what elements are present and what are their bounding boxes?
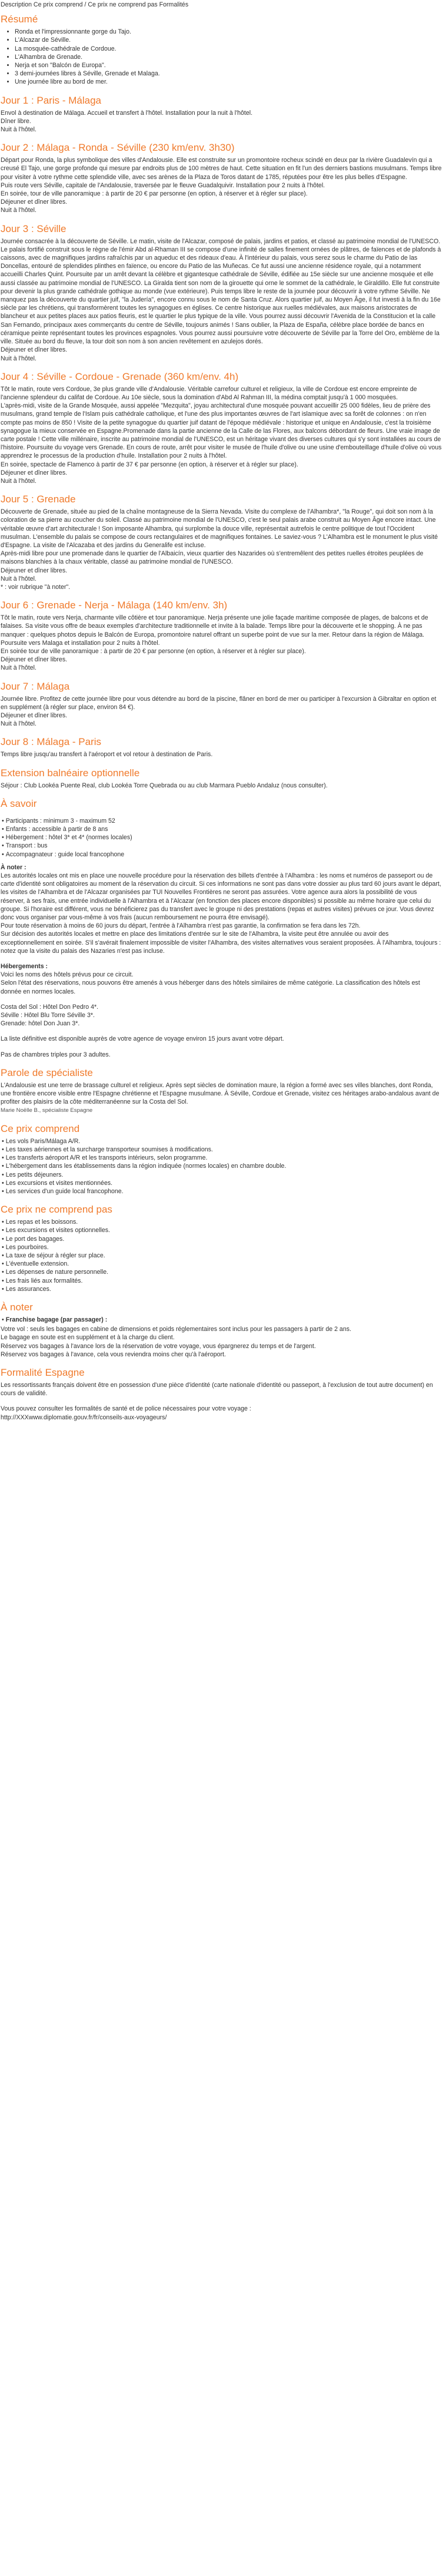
day-3-section: [1, 223, 442, 363]
hebergements-label: Hébergements :: [1, 963, 48, 971]
formalites-paragraph: Vous pouvez consulter les formalités de santé et de police nécessaires pour votre voyage :: [1, 1405, 251, 1413]
hotel-item: Grenade: hôtel Don Juan 3*.: [1, 1020, 80, 1028]
day-paragraph: Nuit à l'hôtel.: [1, 477, 36, 485]
list-item: • Les transferts aéroport A/R et les transports intérieurs, selon programme.: [2, 1154, 442, 1162]
day-paragraph: Nuit à l'hôtel.: [1, 207, 36, 214]
day-paragraph: L'après-midi, visite de la Grande Mosquée, aussi appelée "Mezquita", joyau architectural d'une mosquée pouvant accueillir 25 000 fidèles, lieu de prière des musulmans, grand temple de l'Islam puis cathédrale catholique, et l'une des plus importantes œuvres de l'art islamique avec sa forêt de colonnes : on n'en compte pas moins de 850 ! Visite de la petite synagogue du quartier juif datant de l'époque médiévale : historique et unique en Andalousie, c'est la troisième synagogue la mieux conservée en Espagne.Promenade dans la partie ancienne de la Calle de las Flores, aux balcons débordant de fleurs. Une vraie image de carte postale ! Cette ville millénaire, inscrite au patrimoine mondial de l'UNESCO, est un héritage vivant des diverses cultures qui s'y sont installées au cours de l'histoire. Poursuite du voyage vers Grenade. En cours de route, arrêt pour visiter le musée de l'huile d'olive ou une usine d'embouteillage d'huile d'olive où vous apprendrez le processus de la production d'huile. Installation pour 2 nuits à l'hôtel.: [1, 402, 442, 460]
hebergements-paragraph: Voici les noms des hôtels prévus pour ce circuit.: [1, 971, 134, 979]
prix-ne-comprend-title: Ce prix ne comprend pas: [1, 1204, 112, 1216]
day-paragraph: Poursuite vers Malaga et installation pour 2 nuits à l'hôtel.: [1, 639, 160, 647]
list-item: • Les excursions et visites optionnelles.: [2, 1226, 442, 1234]
day-5-section: [1, 494, 442, 591]
extension-section: [1, 767, 442, 790]
list-item: • Les frais liés aux formalités.: [2, 1277, 442, 1285]
list-item: • Les excursions et visites mentionnées.: [2, 1179, 442, 1187]
day-paragraph: Dîner libre.: [1, 117, 31, 125]
day-paragraph: Déjeuner et dîner libres.: [1, 469, 68, 476]
prix-comprend-list: [1, 1137, 442, 1196]
day-title: Jour 7 : Málaga: [1, 680, 70, 692]
day-paragraph: Tôt le matin, route vers Cordoue, 3e plus grande ville d'Andalousie. Véritable carrefour culturel et religieux, la ville de Cordoue est encore empreinte de l'ancienne splendeur du califat de Cordoue. Au 10e siècle, sous la domination d'Abd Al Rahman III, la médina comptait jusqu'à 1 000 mosquées.: [1, 385, 417, 401]
day-1-section: [1, 95, 442, 134]
list-item: • 3 demi-journées libres à Séville, Grenade et Malaga.: [15, 69, 442, 78]
list-item: • Les services d'un guide local francophone.: [2, 1187, 442, 1196]
day-paragraph: Journée consacrée à la découverte de Séville. Le matin, visite de l'Alcazar, composé de palais, jardins et patios, et classé au patrimoine mondial de l'UNESCO. Le palais fortifié construit sous le règne de l'émir Abd al-Rhaman III se compose d'une infinité de salles finement ornées de plâtres, de faïences et de plafonds à caissons, avec de magnifiques jardins rafraîchis par un aqueduc et des rideaux d'eau. À l'intérieur du palais, vous serez sous le charme du Patio de las Doncellas, entouré de splendides plinthes en faïence, ou encore du Patio de las Muñecas. Ce fut aussi une ancienne résidence royale, qui a notamment accueilli Charles Quint. Poursuite par un arrêt devant la célèbre et gigantesque cathédrale de Séville, édifiée au 15e siècle sur une ancienne mosquée et elle aussi classée au patrimoine mondial de l'UNESCO. La Giralda tient son nom de la girouette qui orne le sommet de la cathédrale, le Giraldillo. Elle fut construite pour devenir la plus grande cathédrale gothique au monde (vue extérieure). Puis temps libre le reste de la journée pour découvrir à votre rythme Séville. Ne manquez pas la découverte du quartier juif, "la Judería", encore connu sous le nom de Santa Cruz. Alors quartier juif, au Moyen Âge, il fut investi à la fin du 16e siècle par les chrétiens, qui transformèrent toutes les synagogues en églises. Ce centre historique aux ruelles médiévales, aux maisons aristocrates de blancheur et aux petites places aux patios fleuris, est le quartier le plus typique de la ville. Vous pourrez aussi découvrir l'Avenida de la Constitucion et la calle San Fernando, principaux axes commerçants du centre de Séville, toujours animés ! Sans oublier, la Plaza de España, célèbre place bordée de bancs en céramique peinte représentant toutes les provinces espagnoles. Vous pourrez aussi poursuivre votre découverte de Séville par la Torre del Oro, emblème de la ville. Située au bord du fleuve, la tour doit son nom à son ancien revêtement en azulejos dorés.: [1, 237, 441, 346]
day-paragraph: Déjeuner et dîner libres.: [1, 712, 68, 719]
a-savoir-list: [1, 817, 442, 859]
a-noter-section: [1, 1302, 442, 1359]
day-paragraph: En soirée, spectacle de Flamenco à partir de 37 € par personne (en option, à réserver et à régler sur place).: [1, 461, 298, 468]
rooms-note: Pas de chambres triples pour 3 adultes.: [1, 1051, 111, 1058]
list-item: • Les pourboires.: [2, 1243, 442, 1251]
list-item: • L'Alhambra de Grenade.: [15, 53, 442, 61]
day-paragraph: Déjeuner et dîner libres.: [1, 198, 68, 206]
a-noter-list: [1, 1316, 442, 1324]
note-paragraph: Les autorités locales ont mis en place une nouvelle procédure pour la réservation des billets d'entrée à l'Alhambra : les noms et numéros de passeport ou de carte d'identité sont obligatoires au moment de la réservation du circuit. Si ces informations ne sont pas dans votre dossier au plus tard 60 jours avant le départ, les visites de l'Alhambra et de l'Alcazar organisées par TUI Nouvelles Frontières ne seront pas assurées. Votre agence aura alors la possibilité de vous réserver, à ses frais, une entrée individuelle à l'Alhambra et à l'Alcazar (en fonction des places encore disponibles) si possible au même horaire que celui du groupe. Si l'horaire est différent, vous ne bénéficierez pas du transfert avec le groupe ni des prestations (repas et autres visites) prévues ce jour. Vous devrez donc vous organiser par vous-même à vos frais (aucun remboursement ne pourra être envisagé).: [1, 872, 441, 922]
list-item: • Nerja et son "Balcón de Europa".: [15, 61, 442, 69]
day-title: Jour 2 : Málaga - Ronda - Séville (230 km/env. 3h30): [1, 142, 235, 154]
a-savoir-section: [1, 798, 442, 1059]
formalites-title: Formalité Espagne: [1, 1366, 85, 1378]
a-noter-paragraph: Votre vol : seuls les bagages en cabine de dimensions et poids réglementaires sont inclus pour les passagers à partir de 2 ans.: [1, 1326, 351, 1333]
list-item: • L'Alcazar de Séville.: [15, 36, 442, 44]
hebergements-paragraph: Selon l'état des réservations, nous pouvons être amenés à vous héberger dans des hôtels similaires de même catégorie. La classification des hôtels est donnée en normes locales.: [1, 979, 420, 995]
a-noter-paragraph: Le bagage en soute est en supplément et à la charge du client.: [1, 1334, 175, 1342]
extension-title: Extension balnéaire optionnelle: [1, 767, 140, 779]
list-item: • La mosquée-cathédrale de Cordoue.: [15, 45, 442, 53]
day-paragraph: Puis route vers Séville, capitale de l'Andalousie, traversée par le fleuve Guadalquivir. Installation pour 2 nuits à l'hôtel.: [1, 181, 325, 189]
hotel-item: Séville : Hôtel Blu Torre Séville 3*.: [1, 1012, 95, 1019]
specialiste-signature: Marie Noëlle B., spécialiste Espagne: [1, 1107, 93, 1114]
hotels-note: La liste définitive est disponible auprès de votre agence de voyage environ 15 jours avant votre départ.: [1, 1035, 284, 1043]
day-paragraph: Temps libre jusqu'au transfert à l'aéroport et vol retour à destination de Paris.: [1, 751, 213, 759]
day-paragraph: * : voir rubrique "à noter".: [1, 583, 71, 591]
day-title: Jour 4 : Séville - Cordoue - Grenade (360 km/env. 4h): [1, 370, 239, 382]
day-2-section: [1, 142, 442, 214]
list-item: • Le port des bagages.: [2, 1235, 442, 1243]
day-paragraph: Déjeuner et dîner libres.: [1, 656, 68, 664]
resume-section: [1, 14, 442, 86]
specialiste-section: [1, 1067, 442, 1115]
day-paragraph: Nuit à l'hôtel.: [1, 575, 36, 582]
prix-ne-comprend-list: [1, 1218, 442, 1293]
list-item: • Participants : minimum 3 - maximum 52: [2, 817, 442, 825]
prix-ne-comprend-section: [1, 1204, 442, 1293]
list-item: • Hébergement : hôtel 3* et 4* (normes locales): [2, 833, 442, 842]
day-7-section: [1, 681, 442, 729]
list-item: • Une journée libre au bord de mer.: [15, 78, 442, 86]
day-paragraph: Nuit à l'hôtel.: [1, 355, 36, 362]
day-paragraph: Tôt le matin, route vers Nerja, charmante ville côtière et tour panoramique. Nerja présente une jolie façade maritime composée de plages, de balcons et de falaises. Sa visite vous offre de beaux exemples d'architecture traditionnelle et invite à la balade. Temps libre pour la découverte et le shopping. À ne pas manquer : quelques photos depuis le Balcón de Europa, promontoire naturel offrant un superbe point de vue sur la mer. Retour dans la région de Málaga.: [1, 614, 428, 638]
a-noter-title: À noter: [1, 1301, 33, 1313]
day-title: Jour 6 : Grenade - Nerja - Málaga (140 km/env. 3h): [1, 600, 228, 611]
day-paragraph: Découverte de Grenade, située au pied de la chaîne montagneuse de la Sierra Nevada. Visite du complexe de l'Alhambra*, "la Rouge", qui doit son nom à la coloration de sa pierre au coucher du soleil. Classé au patrimoine mondial de l'UNESCO, c'est le seul palais arabe construit au Moyen Âge encore intact. Une véritable œuvre d'art architecturale ! Son imposante Alhambra, qui surplombe la douce ville, représentait autrefois le centre politique de tout l'Occident musulman. L'ensemble du palais se compose de cours rectangulaires et de magnifiques fontaines. Le saviez-vous ? L'Alhambra est le monument le plus visité d'Espagne. La visite de l'Alcazaba et des jardins du Generalife est incluse.: [1, 508, 438, 549]
list-item: • Les repas et les boissons.: [2, 1218, 442, 1226]
prix-comprend-title: Ce prix comprend: [1, 1123, 80, 1134]
day-paragraph: Déjeuner et dîner libres.: [1, 567, 68, 574]
hotel-item: Costa del Sol : Hôtel Don Pedro 4*.: [1, 1003, 99, 1011]
day-paragraph: Départ pour Ronda, la plus symbolique des villes d'Andalousie. Elle est construite sur un promontoire rocheux scindé en deux par la rivière Guadalevín qui a creusé El Tajo, une gorge profonde qui mesure par endroits plus de 100 mètres de haut. Cette situation en fit l'un des derniers bastions musulmans. Temps libre pour visiter à votre rythme cette splendide ville, avec ses arènes de la Plaza de Toros datant de 1785, réputées pour être les plus belles d'Espagne.: [1, 157, 442, 181]
day-paragraph: Nuit à l'hôtel.: [1, 720, 36, 728]
day-title: Jour 3 : Séville: [1, 223, 66, 234]
list-item: • Les dépenses de nature personnelle.: [2, 1268, 442, 1276]
list-item: • Les assurances.: [2, 1285, 442, 1293]
a-noter-paragraph: Réservez vos bagages à l'avance, cela vous reviendra moins cher qu'à l'aéroport.: [1, 1350, 226, 1358]
day-paragraph: Nuit à l'hôtel.: [1, 664, 36, 672]
resume-list: [1, 28, 442, 86]
breadcrumb: Description Ce prix comprend / Ce prix ne comprend pas Formalités: [1, 1, 189, 8]
day-8-section: [1, 736, 442, 759]
list-item: • Accompagnateur : guide local francophone: [2, 850, 442, 859]
list-item: • Transport : bus: [2, 842, 442, 850]
note-paragraph: Sur décision des autorités locales et mettre en place des limitations d'entrée sur le site de l'Alhambra, la visite peut être annulée ou avoir des exceptionnellement en soirée. S'il s'avérait finalement impossible de visiter l'Alhambra, des visites alternatives vous seraient proposées. À l'Alhambra, toujours : notez que la visite du palais des Nazaries n'est pas incluse.: [1, 931, 441, 955]
a-noter-paragraph: Réservez vos bagages à l'avance lors de la réservation de votre voyage, vous épargnerez du temps et de l'argent.: [1, 1342, 316, 1350]
day-paragraph: Envol à destination de Málaga. Accueil et transfert à l'hôtel. Installation pour la nuit à l'hôtel.: [1, 109, 253, 117]
extension-text: Séjour : Club Lookéa Puente Real, club Lookéa Torre Quebrada ou au club Marmara Pueblo Andaluz (nous consulter).: [1, 782, 328, 789]
formalites-paragraph: Les ressortissants français doivent être en possession d'une pièce d'identité (carte nationale d'identité ou passeport, à l'exclusion de tout autre document) en cours de validité.: [1, 1381, 433, 1398]
day-title: Jour 1 : Paris - Málaga: [1, 94, 102, 106]
specialiste-title: Parole de spécialiste: [1, 1067, 93, 1078]
formalites-link[interactable]: http://XXXwww.diplomatie.gouv.fr/fr/conseils-aux-voyageurs/: [1, 1413, 167, 1421]
note-label: À noter :: [1, 863, 26, 871]
list-item: • L'hébergement dans les établissements dans la région indiquée (normes locales) en chambre double.: [2, 1162, 442, 1170]
day-paragraph: Après-midi libre pour une promenade dans le quartier de l'Albaicín, vieux quartier des Nazarides où s'entremêlent des petites ruelles étroites peuplées de maisons blanchies à la chaux véritable, classé au patrimoine mondial de l'UNESCO.: [1, 550, 424, 566]
list-item: • La taxe de séjour à régler sur place.: [2, 1251, 442, 1260]
day-paragraph: En soirée tour de ville panoramique : à partir de 20 € par personne (en option, à réserver et à régler sur place).: [1, 647, 306, 655]
day-4-section: [1, 371, 442, 485]
day-title: Jour 8 : Málaga - Paris: [1, 736, 102, 748]
day-paragraph: Déjeuner et dîner libres.: [1, 346, 68, 354]
a-savoir-title: À savoir: [1, 797, 37, 809]
formalites-section: [1, 1367, 442, 1422]
day-title: Jour 5 : Grenade: [1, 494, 76, 505]
list-item: • Les taxes aériennes et la surcharge transporteur soumises à modifications.: [2, 1145, 442, 1154]
list-item: • Enfants : accessible à partir de 8 ans: [2, 825, 442, 833]
day-paragraph: En soirée, tour de ville panoramique : à partir de 20 € par personne (en option, à réserver et à régler sur place).: [1, 190, 308, 198]
baggage-label: Franchise bagage (par passager) :: [5, 1316, 108, 1323]
prix-comprend-section: [1, 1123, 442, 1196]
day-6-section: [1, 600, 442, 672]
specialiste-text: L'Andalousie est une terre de brassage culturel et religieux. Après sept siècles de domination maure, la région a formé avec ses villes blanches, dont Ronda, une frontière encore visible entre l'Espagne chrétienne et l'Espagne musulmane. À Séville, Cordoue et Grenade, visitez ces héritages arabo-andalous avant de profiter des plaisirs de la côte méditerranéenne sur la Costa del Sol.: [1, 1081, 440, 1106]
note-paragraph: Pour toute réservation à moins de 60 jours du départ, l'entrée à l'Alhambra n'est pas garantie, la confirmation se fera dans les 72h.: [1, 922, 361, 930]
list-item: • Les vols Paris/Málaga A/R.: [2, 1137, 442, 1145]
list-item: • L'éventuelle extension.: [2, 1260, 442, 1268]
resume-title: Résumé: [1, 14, 38, 25]
day-paragraph: Journée libre. Profitez de cette journée libre pour vous détendre au bord de la piscine, flâner en bord de mer ou participer à l'excursion à Gibraltar en option et en supplément (à régler sur place, environ 84 €).: [1, 695, 437, 711]
list-item: • Les petits déjeuners.: [2, 1171, 442, 1179]
day-paragraph: Nuit à l'hôtel.: [1, 126, 36, 134]
list-item: • Ronda et l'impressionnante gorge du Tajo.: [15, 28, 442, 36]
